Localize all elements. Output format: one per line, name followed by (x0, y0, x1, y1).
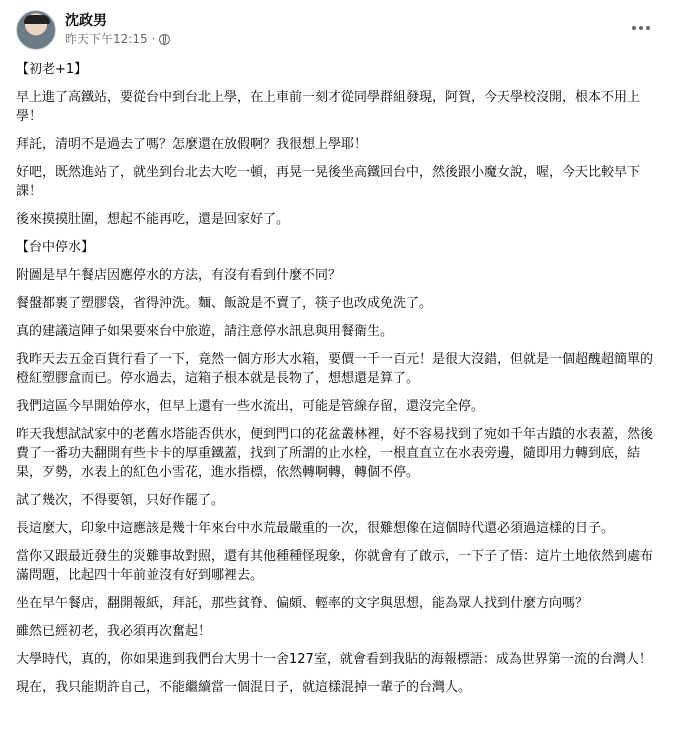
post-paragraph: 試了幾次，不得要領，只好作罷了。 (16, 493, 225, 508)
post-paragraph: 真的建議這陣子如果要來台中旅遊，請注意停水訊息與用餐衛生。 (16, 324, 394, 339)
post-paragraph: 餐盤都裹了塑膠袋，省得沖洗。麵、飯說是不賣了，筷子也改成免洗了。 (16, 296, 433, 311)
author-name[interactable]: 沈政男 (65, 13, 107, 29)
post-paragraph: 【台中停水】 (16, 240, 95, 255)
post-paragraph: 好吧，既然進站了，就坐到台北去大吃一頓，再晃一晃後坐高鐵回台中，然後跟小魔女說，喔，今天比較早下課！ (16, 165, 641, 199)
post-paragraph: 拜託，清明不是過去了嗎？怎麼還在放假啊？我很想上學耶！ (16, 137, 368, 152)
post-paragraph: 附圖是早午餐店因應停水的方法，有沒有看到什麼不同？ (16, 268, 342, 283)
more-dot (646, 26, 650, 30)
post-paragraph: 大學時代，真的，你如果進到我們台大男十一舍127室，就會看到我貼的海報標語：成為世界第一流的台灣人！ (16, 652, 652, 667)
separator: · (151, 32, 156, 46)
post-paragraph: 早上進了高鐵站，要從台中到台北上學，在上車前一刻才從同學群組發現，阿賀，今天學校沒開，根本不用上學！ (16, 90, 641, 124)
post-header (16, 0, 659, 60)
post-paragraph: 【初老+1】 (16, 62, 88, 77)
post-paragraph: 坐在早午餐店，翻開報紙，拜託，那些貧脊、偏頗、輕率的文字與思想，能為眾人找到什麼方向嗎？ (16, 596, 589, 611)
more-dot (639, 26, 643, 30)
post-paragraph: 昨天我想試試家中的老舊水塔能否供水，便到門口的花盆叢林裡，好不容易找到了宛如千年古蹟的水表蓋，然後費了一番功夫翻開有些卡卡的厚重鐵蓋，找到了所謂的止水栓，一根直直立在水表旁邊，隨即用力轉到底，結果，歹勢，水表上的紅色小雪花，進水指標，依然轉啊轉，轉個不停。 (16, 427, 654, 480)
more-dot (632, 26, 636, 30)
post-subline (65, 31, 170, 48)
post-paragraph: 我們這區今早開始停水，但早上還有一些水流出，可能是管線存留，還沒完全停。 (16, 399, 485, 414)
post-paragraph: 雖然已經初老，我必須再次奮起！ (16, 624, 212, 639)
globe-icon[interactable] (159, 34, 170, 45)
post-meta (65, 12, 170, 48)
post-paragraph: 當你又跟最近發生的災難事故對照，還有其他種種怪現象，你就會有了啟示，一下子了悟：這片土地依然到處布滿問題，比起四十年前並沒有好到哪裡去。 (16, 549, 654, 583)
post-timestamp[interactable]: 昨天下午12:15 (65, 32, 148, 46)
post-paragraph: 後來摸摸肚圍，想起不能再吃，還是回家好了。 (16, 212, 290, 227)
post-paragraph: 我昨天去五金百貨行看了一下，竟然一個方形大水箱，要價一千一百元！是很大沒錯，但就是一個超醜超簡單的橙紅塑膠盒而已。停水過去，這箱子根本就是長物了，想想還是算了。 (16, 352, 654, 386)
post-content (16, 60, 659, 697)
avatar[interactable] (16, 10, 56, 50)
post-paragraph: 長這麼大，印象中這應該是幾十年來台中水荒最嚴重的一次，很難想像在這個時代還必須過這樣的日子。 (16, 521, 615, 536)
more-options-icon[interactable] (625, 14, 657, 42)
post-paragraph: 現在，我只能期許自己，不能繼續當一個混日子，就這樣混掉一輩子的台灣人。 (16, 680, 472, 695)
